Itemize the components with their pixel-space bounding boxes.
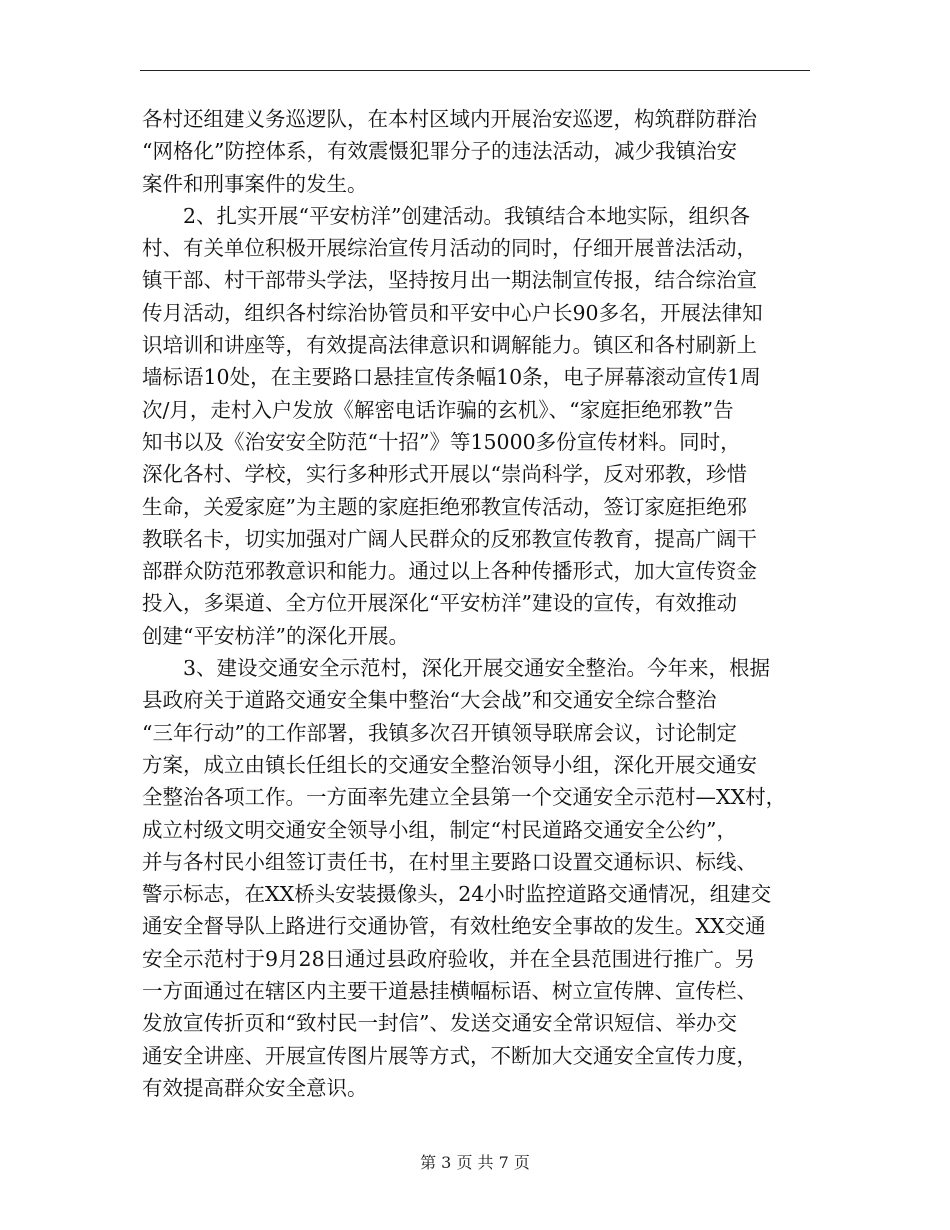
body-text <box>142 103 810 1104</box>
text-line: 案件和刑事案件的发生。 <box>142 171 368 196</box>
text-line: 传月活动，组织各村综治协管员和平安中心户长90多名，开展法律知 <box>142 300 763 325</box>
text-line: 并与各村民小组签订责任书，在村里主要路口设置交通标识、标线、 <box>142 849 757 874</box>
text-line: 各村还组建义务巡逻队，在本村区域内开展治安巡逻，构筑群防群治 <box>142 107 757 131</box>
text-line: 识培训和讲座等，有效提高法律意识和调解能力。镇区和各村刷新上 <box>142 333 757 358</box>
text-line: 通安全讲座、开展宣传图片展等方式，不断加大交通安全宣传力度， <box>142 1043 757 1068</box>
text-line: 投入，多渠道、全方位开展深化“平安枋洋”建设的宣传，有效推动 <box>142 591 737 616</box>
text-line: 镇干部、村干部带头学法，坚持按月出一期法制宣传报，结合综治宣 <box>142 268 757 293</box>
text-line: 发放宣传折页和“致村民一封信”、发送交通安全常识短信、举办交 <box>142 1011 737 1036</box>
text-line: 警示标志，在XX桥头安装摄像头，24小时监控道路交通情况，组建交 <box>142 882 772 907</box>
text-line: 通安全督导队上路进行交通协管，有效杜绝安全事故的发生。XX交通 <box>142 914 766 939</box>
paragraph-first-line: 2、扎实开展“平安枋洋”创建活动。我镇结合本地实际，组织各 <box>183 203 751 228</box>
page-number: 第 3 页 共 7 页 <box>420 1153 530 1172</box>
text-line: 部群众防范邪教意识和能力。通过以上各种传播形式，加大宣传资金 <box>142 559 757 584</box>
text-line: 创建“平安枋洋”的深化开展。 <box>142 623 409 648</box>
text-line: 全整治各项工作。一方面率先建立全县第一个交通安全示范村—XX村， <box>142 785 787 810</box>
text-line: 方案，成立由镇长任组长的交通安全整治领导小组，深化开展交通安 <box>142 752 757 777</box>
header-rule <box>140 70 810 71</box>
text-line: 次/月，走村入户发放《解密电话诈骗的玄机》、“家庭拒绝邪教”告 <box>142 397 734 422</box>
text-line: 县政府关于道路交通安全集中整治“大会战”和交通安全综合整治 <box>142 688 717 713</box>
text-line: 生命，关爱家庭”为主题的家庭拒绝邪教宣传活动，签订家庭拒绝邪 <box>142 494 747 519</box>
text-line: 知书以及《治安安全防范“十招”》等15000多份宣传材料。同时， <box>142 429 741 454</box>
text-line: 墙标语10处，在主要路口悬挂宣传条幅10条，电子屏幕滚动宣传1周 <box>142 365 761 390</box>
text-line: “网格化”防控体系，有效震慑犯罪分子的违法活动，减少我镇治安 <box>142 139 737 164</box>
text-line: 一方面通过在辖区内主要干道悬挂横幅标语、树立宣传牌、宣传栏、 <box>142 979 757 1004</box>
text-line: 村、有关单位积极开展综治宣传月活动的同时，仔细开展普法活动， <box>142 236 757 261</box>
text-line: 有效提高群众安全意识。 <box>142 1075 368 1100</box>
text-line: “三年行动”的工作部署，我镇多次召开镇领导联席会议，讨论制定 <box>142 720 737 745</box>
paragraph-first-line: 3、建设交通安全示范村，深化开展交通安全整治。今年来，根据 <box>183 656 771 681</box>
text-line: 安全示范村于9月28日通过县政府验收，并在全县范围进行推广。另 <box>142 946 756 971</box>
text-line: 教联名卡，切实加强对广阔人民群众的反邪教宣传教育，提高广阔干 <box>142 526 757 551</box>
text-line: 成立村级文明交通安全领导小组，制定“村民道路交通安全公约”， <box>142 817 737 842</box>
text-line: 深化各村、学校，实行多种形式开展以“崇尚科学，反对邪教，珍惜 <box>142 462 747 487</box>
